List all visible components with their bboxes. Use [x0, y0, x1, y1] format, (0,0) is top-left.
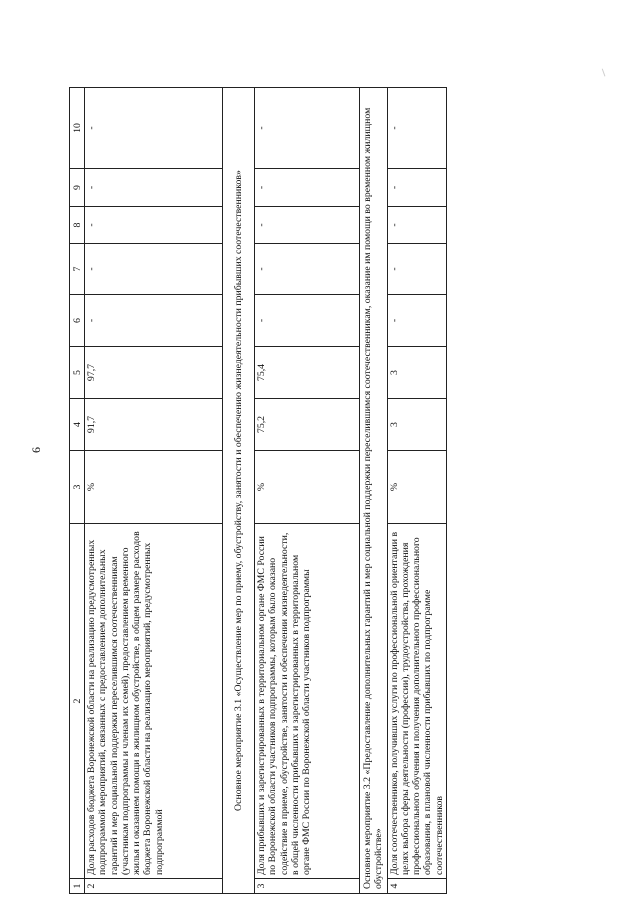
table-row	[387, 88, 446, 894]
indicators-table	[69, 87, 447, 894]
rotated-table-frame	[69, 88, 445, 894]
value-cell-10: -	[387, 88, 446, 169]
value-cell-8: -	[387, 207, 446, 244]
scan-artifact	[602, 68, 608, 77]
header-cell-1: 1	[70, 879, 85, 894]
value-cell-5: 3	[387, 347, 446, 399]
header-cell-9: 9	[70, 169, 85, 207]
indicator-name: Доля соотечественников, получивших услуги по профессиональной ориентации в целях выбора сферы деятельности (профессии), трудоустройства, прохождения профессионального обучения и получения дополнительного профессионального образования, в плановой численности прибывших по подпрограмме соотечественников	[387, 524, 446, 879]
value-cell-9: -	[387, 169, 446, 207]
header-cell-2: 2	[70, 524, 85, 879]
value-cell-10: -	[85, 88, 223, 169]
value-cell-6: -	[387, 295, 446, 347]
section-title: Основное мероприятие 3.2 «Предоставление дополнительных гарантий и мер социальной поддержки переселившимся соотечественникам, оказание им помощи во временном жилищном обустройстве»	[360, 88, 388, 894]
value-cell-4: 91,7	[85, 399, 223, 451]
header-cell-10: 10	[70, 88, 85, 169]
section-title: Основное мероприятие 3.1 «Осуществление мер по приему, обустройству, занятости и обеспечению жизнедеятельности прибывших соотечественников»	[223, 88, 255, 894]
value-cell-9: -	[255, 169, 360, 207]
value-cell-10: -	[255, 88, 360, 169]
rotated-table-content	[69, 88, 445, 894]
value-cell-5: 75,4	[255, 347, 360, 399]
row-number: 3	[255, 879, 360, 894]
indicator-name: Доля прибывших и зарегистрированных в территориальном органе ФМС России по Воронежской области участников подпрограммы, которым было оказано содействие в приеме, обустройстве, занятости и обеспечении жизнедеятельности, в общей численности прибывших и зарегистрированных в территориальном органе ФМС России по Воронежской области участников подпрограммы	[255, 524, 360, 879]
header-cell-8: 8	[70, 207, 85, 244]
value-cell-8: -	[85, 207, 223, 244]
header-cell-3: 3	[70, 451, 85, 524]
value-cell-6: -	[255, 295, 360, 347]
value-cell-7: -	[387, 244, 446, 295]
page-number: 6	[29, 447, 43, 453]
unit-cell: %	[85, 451, 223, 524]
value-cell-5: 97,7	[85, 347, 223, 399]
value-cell-7: -	[255, 244, 360, 295]
header-cell-7: 7	[70, 244, 85, 295]
value-cell-8: -	[255, 207, 360, 244]
value-cell-9: -	[85, 169, 223, 207]
value-cell-4: 3	[387, 399, 446, 451]
header-cell-6: 6	[70, 295, 85, 347]
header-cell-4: 4	[70, 399, 85, 451]
value-cell-7: -	[85, 244, 223, 295]
unit-cell: %	[387, 451, 446, 524]
unit-cell: %	[255, 451, 360, 524]
table-row	[255, 88, 360, 894]
indicator-name: Доля расходов бюджета Воронежской области на реализацию предусмотренных подпрограммой мероприятий, связанных с предоставлением дополнительных гарантий и мер социальной поддержки переселившимся соотечественникам (участникам подпрограммы и членам их семей), предоставлением временного жилья и оказанием помощи в жилищном обустройстве, в общем размере расходов бюджета Воронежской области на реализацию мероприятий, предусмотренных подпрограммой	[85, 524, 223, 879]
table-header-row	[70, 88, 85, 894]
value-cell-4: 75,2	[255, 399, 360, 451]
section-row	[223, 88, 255, 894]
row-number: 4	[387, 879, 446, 894]
section-row	[360, 88, 388, 894]
value-cell-6: -	[85, 295, 223, 347]
header-cell-5: 5	[70, 347, 85, 399]
row-number: 2	[85, 879, 223, 894]
table-row	[85, 88, 223, 894]
